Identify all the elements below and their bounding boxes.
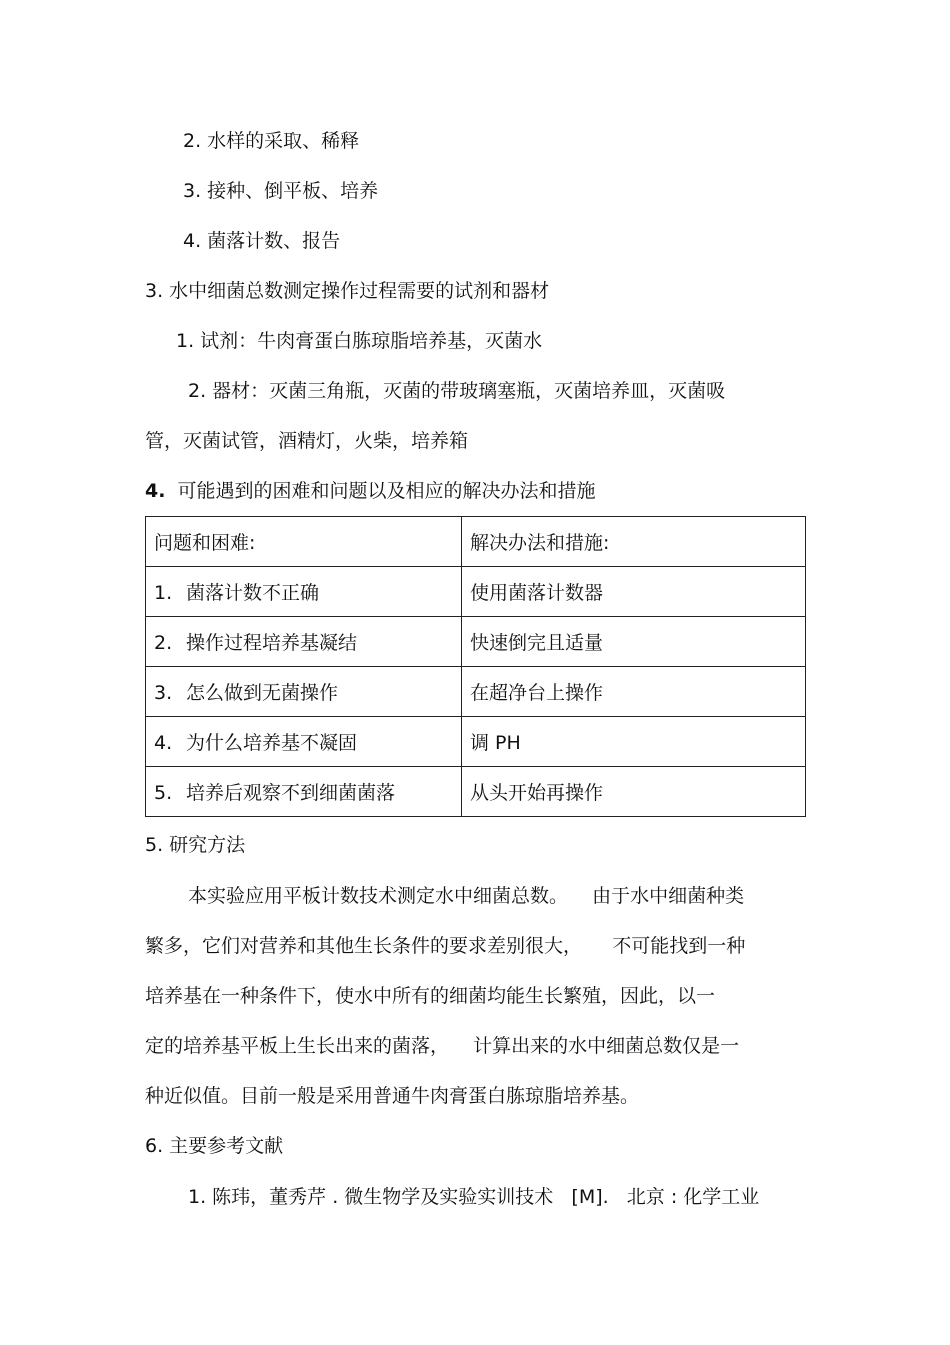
table-row — [146, 717, 806, 767]
table-row — [146, 667, 806, 717]
solution-cell: 在超净台上操作 — [462, 667, 806, 717]
header-solution: 解决办法和措施: — [462, 517, 806, 567]
problems-solutions-table — [145, 516, 806, 817]
problem-text: 怎么做到无菌操作 — [186, 682, 339, 704]
paragraph-line: 定的培养基平板上生长出来的菌落， 计算出来的水中细菌总数仅是一 — [145, 1035, 740, 1057]
problem-text: 为什么培养基不凝固 — [186, 732, 358, 754]
section-4-number: 4. — [145, 480, 166, 502]
table-row — [146, 617, 806, 667]
table-header-row — [146, 517, 806, 567]
problem-cell — [146, 717, 462, 767]
step-2: 2. 水样的采取、稀释 — [183, 130, 360, 152]
problem-text: 操作过程培养基凝结 — [186, 632, 358, 654]
table-row — [146, 567, 806, 617]
reference-1: 1. 陈玮，董秀芹 . 微生物学及实验实训技术 [M]. 北京 : 化学工业 — [188, 1186, 760, 1208]
problem-cell — [146, 617, 462, 667]
section-4-title: 可能遇到的困难和问题以及相应的解决办法和措施 — [177, 480, 596, 502]
paragraph-line: 种近似值。目前一般是采用普通牛肉膏蛋白胨琼脂培养基。 — [145, 1085, 640, 1107]
row-number: 1. — [154, 582, 173, 604]
step-4: 4. 菌落计数、报告 — [183, 230, 341, 252]
section-3-heading: 3. 水中细菌总数测定操作过程需要的试剂和器材 — [145, 280, 550, 302]
equipment-line-1: 2. 器材：灭菌三角瓶，灭菌的带玻璃塞瓶，灭菌培养皿，灭菌吸 — [188, 380, 726, 402]
problem-cell — [146, 567, 462, 617]
problem-cell — [146, 767, 462, 817]
equipment-line-2: 管，灭菌试管，酒精灯，火柴，培养箱 — [145, 430, 469, 452]
problem-text: 培养后观察不到细菌菌落 — [186, 782, 396, 804]
paragraph-line: 本实验应用平板计数技术测定水中细菌总数。 由于水中细菌种类 — [188, 885, 745, 907]
solution-cell: 从头开始再操作 — [462, 767, 806, 817]
table-row — [146, 767, 806, 817]
solution-cell: 调 PH — [462, 717, 806, 767]
section-6-heading: 6. 主要参考文献 — [145, 1135, 284, 1157]
header-problem: 问题和困难: — [146, 517, 462, 567]
paragraph-line: 繁多，它们对营养和其他生长条件的要求差别很大， 不可能找到一种 — [145, 935, 746, 957]
step-3: 3. 接种、倒平板、培养 — [183, 180, 379, 202]
problem-cell — [146, 667, 462, 717]
paragraph-line: 培养基在一种条件下，使水中所有的细菌均能生长繁殖，因此，以一 — [145, 985, 716, 1007]
solution-cell: 快速倒完且适量 — [462, 617, 806, 667]
row-number: 4. — [154, 732, 173, 754]
problem-text: 菌落计数不正确 — [186, 582, 320, 604]
section-4-heading — [145, 478, 595, 504]
row-number: 3. — [154, 682, 173, 704]
solution-cell: 使用菌落计数器 — [462, 567, 806, 617]
row-number: 2. — [154, 632, 173, 654]
reagents-line: 1. 试剂：牛肉膏蛋白胨琼脂培养基，灭菌水 — [176, 330, 543, 352]
row-number: 5. — [154, 782, 173, 804]
section-5-heading: 5. 研究方法 — [145, 834, 246, 856]
